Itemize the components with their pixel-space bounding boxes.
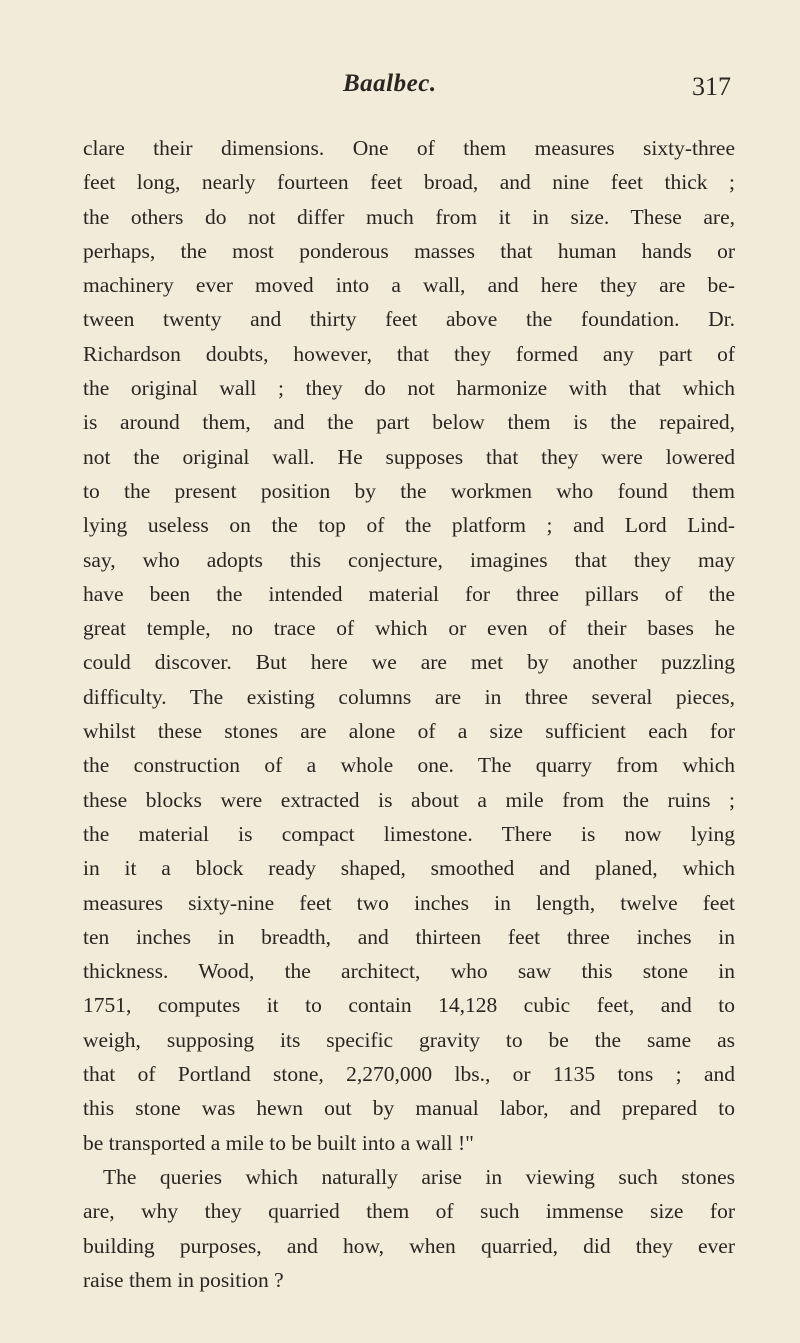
text-line: ten inches in breadth, and thirteen feet three inches in [83,924,735,949]
text-line: measures sixty-nine feet two inches in length, twelve feet [83,890,735,915]
text-line: have been the intended material for three pillars of the [83,581,735,606]
text-line: clare their dimensions. One of them measures sixty-three [83,136,735,160]
text-line: not the original wall. He supposes that they were lowered [83,444,735,469]
text-line: building purposes, and how, when quarried, did they ever [83,1233,735,1258]
text-line: machinery ever moved into a wall, and here they are be- [83,273,735,298]
text-line: whilst these stones are alone of a size sufficient each for [83,719,735,744]
text-line: thickness. Wood, the architect, who saw this stone in [83,959,735,984]
body-text [83,131,735,1297]
text-line: these blocks were extracted is about a mile from the ruins ; [83,787,735,812]
text-line: tween twenty and thirty feet above the foundation. Dr. [83,307,735,332]
text-line: the material is compact limestone. There is now lying [83,821,735,846]
text-line: difficulty. The existing columns are in three several pieces, [83,684,735,709]
text-line: to the present position by the workmen who found them [83,478,735,503]
text-line: say, who adopts this conjecture, imagines that they may [83,547,735,572]
text-line: be transported a mile to be built into a wall !" [83,1130,474,1155]
text-line: the construction of a whole one. The quarry from which [83,753,735,778]
page-header [83,68,731,112]
text-line: great temple, no trace of which or even of their bases he [83,616,735,641]
text-line: this stone was hewn out by manual labor, and prepared to [83,1096,735,1121]
text-line: 1751, computes it to contain 14,128 cubic feet, and to [83,993,735,1018]
text-line: perhaps, the most ponderous masses that human hands or [83,238,735,263]
text-line: feet long, nearly fourteen feet broad, and nine feet thick ; [83,170,735,195]
running-title: Baalbec. [343,70,437,97]
text-line: the original wall ; they do not harmonize with that which [83,376,735,401]
text-line: The queries which naturally arise in viewing such stones [103,1164,735,1189]
text-line: are, why they quarried them of such immense size for [83,1199,735,1224]
text-line: lying useless on the top of the platform ; and Lord Lind- [83,513,735,538]
text-line: in it a block ready shaped, smoothed and planed, which [83,856,735,881]
page-number: 317 [692,72,731,101]
text-line: Richardson doubts, however, that they formed any part of [83,341,735,366]
text-line: weigh, supposing its specific gravity to be the same as [83,1027,735,1052]
text-line: raise them in position ? [83,1267,284,1292]
text-line: could discover. But here we are met by another puzzling [83,650,735,675]
text-line: that of Portland stone, 2,270,000 lbs., or 1135 tons ; and [83,1062,735,1087]
text-line: is around them, and the part below them is the repaired, [83,410,735,435]
text-line: the others do not differ much from it in size. These are, [83,204,735,229]
